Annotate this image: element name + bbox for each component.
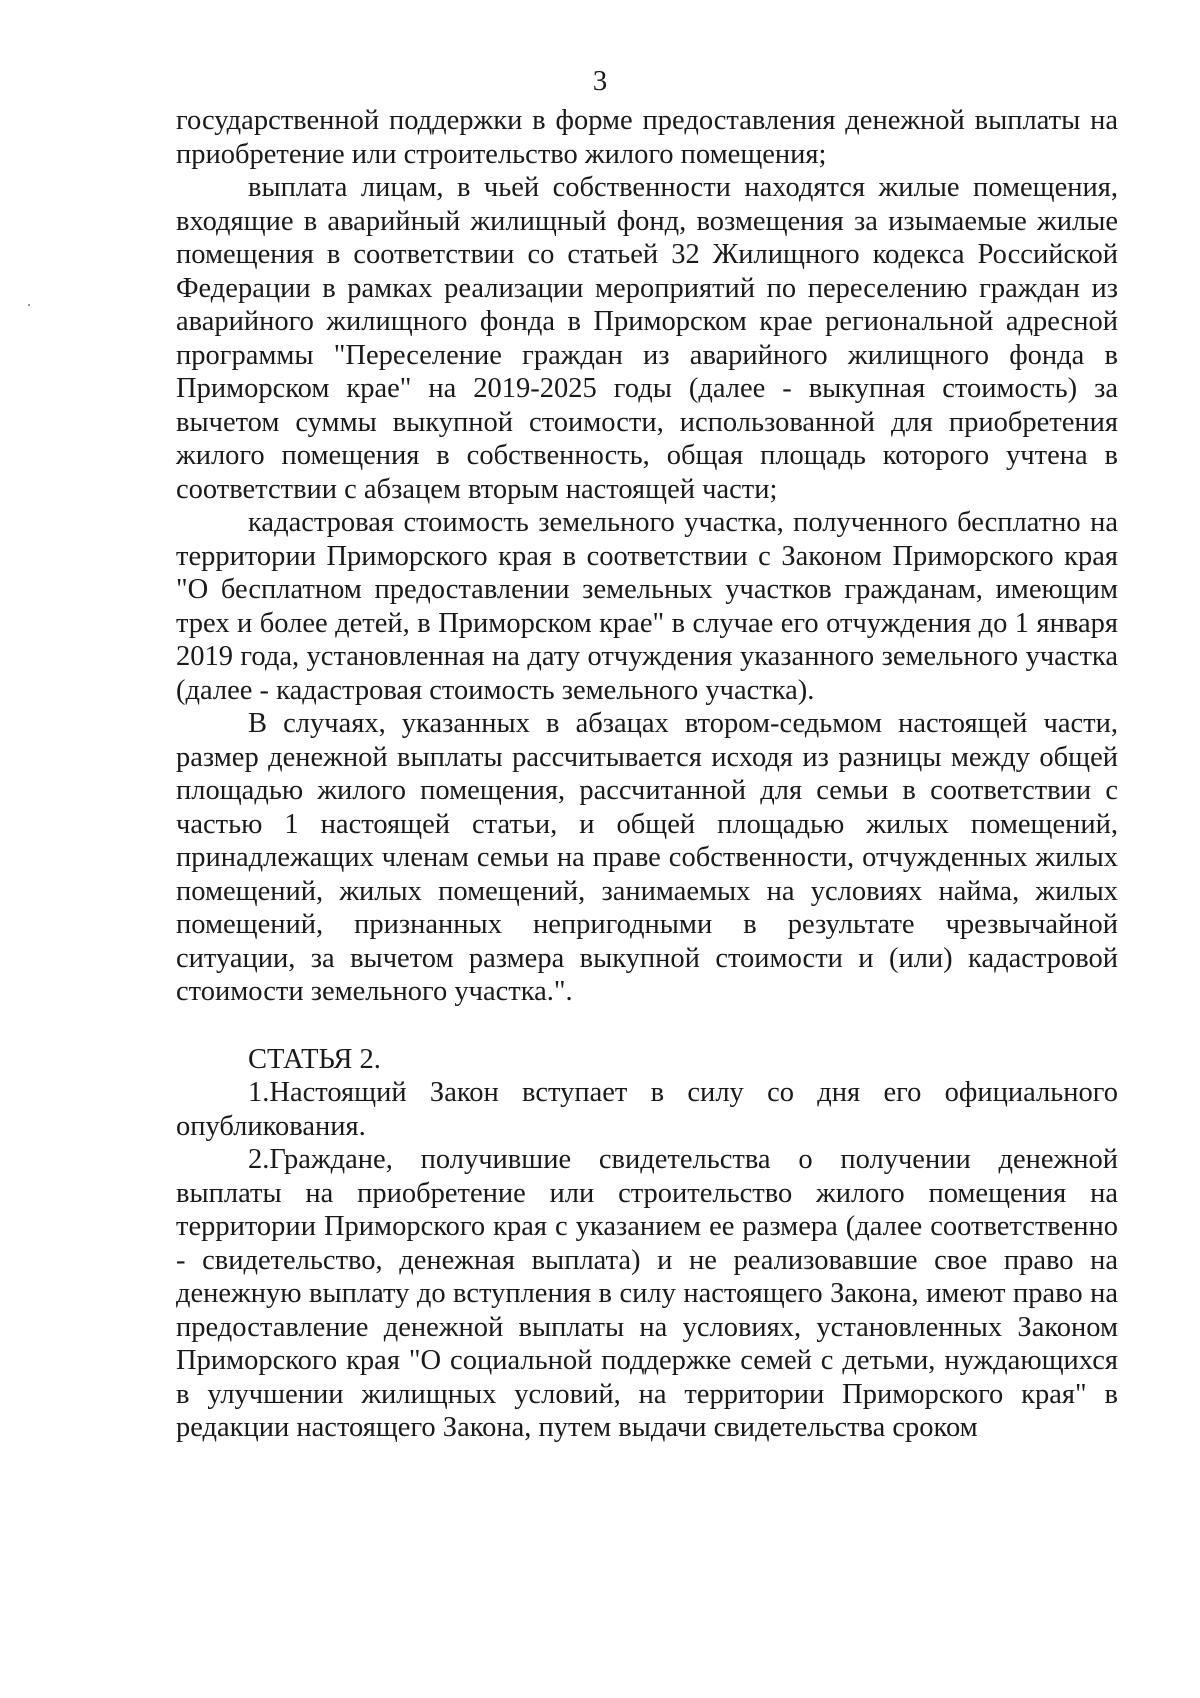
paragraph-cadastral-value: кадастровая стоимость земельного участка, полученного бесплатно на территории Приморского края в соответствии с Законом Приморского края "О бесплатном предоставлении земельных участков гражданам, имеющим трех и более детей, в Приморском крае" в случае его отчуждения до 1 января 2019 года, установленная на дату отчуждения указанного земельного участка (далее - кадастровая стоимость земельного участка). bbox=[176, 507, 1118, 706]
paragraph-continuation: государственной поддержки в форме предоставления денежной выплаты на приобретение или строительство жилого помещения; bbox=[176, 105, 1118, 170]
article-paragraph-1: 1.Настоящий Закон вступает в силу со дня его официального опубликования. bbox=[176, 1077, 1118, 1142]
paragraph-payment-size: В случаях, указанных в абзацах втором-седьмом настоящей части, размер денежной выплаты рассчитывается исходя из разницы между общей площадью жилого помещения, рассчитанной для семьи в соответствии с частью 1 настоящей статьи, и общей площадью жилых помещений, принадлежащих членам семьи на праве собственности, отчужденных жилых помещений, жилых помещений, занимаемых на условиях найма, жилых помещений, признанных непригодными в результате чрезвычайной ситуации, за вычетом размера выкупной стоимости и (или) кадастровой стоимости земельного участка.". bbox=[176, 708, 1118, 1007]
document-body bbox=[176, 104, 1118, 1445]
page-number: 3 bbox=[592, 65, 608, 97]
article-paragraph-2: 2.Граждане, получившие свидетельства о получении денежной выплаты на приобретение или строительство жилого помещения на территории Приморского края с указанием ее размера (далее соответственно - свидетельство, денежная выплата) и не реализовавшие свое право на денежную выплату до вступления в силу настоящего Закона, имеют право на предоставление денежной выплаты на условиях, установленных Законом Приморского края "О социальной поддержке семей с детьми, нуждающихся в улучшении жилищных условий, на территории Приморского края" в редакции настоящего Закона, путем выдачи свидетельства сроком bbox=[176, 1144, 1118, 1443]
paragraph-redemption-value: выплата лицам, в чьей собственности находятся жилые помещения, входящие в аварийный жилищный фонд, возмещения за изымаемые жилые помещения в соответствии со статьей 32 Жилищного кодекса Российской Федерации в рамках реализации мероприятий по переселению граждан из аварийного жилищного фонда в Приморском крае региональной адресной программы "Переселение граждан из аварийного жилищного фонда в Приморском крае" на 2019-2025 годы (далее - выкупная стоимость) за вычетом суммы выкупной стоимости, использованной для приобретения жилого помещения в собственность, общая площадь которого учтена в соответствии с абзацем вторым настоящей части; bbox=[176, 172, 1118, 505]
article-heading: СТАТЬЯ 2. bbox=[248, 1043, 381, 1075]
scan-speck bbox=[28, 304, 30, 306]
